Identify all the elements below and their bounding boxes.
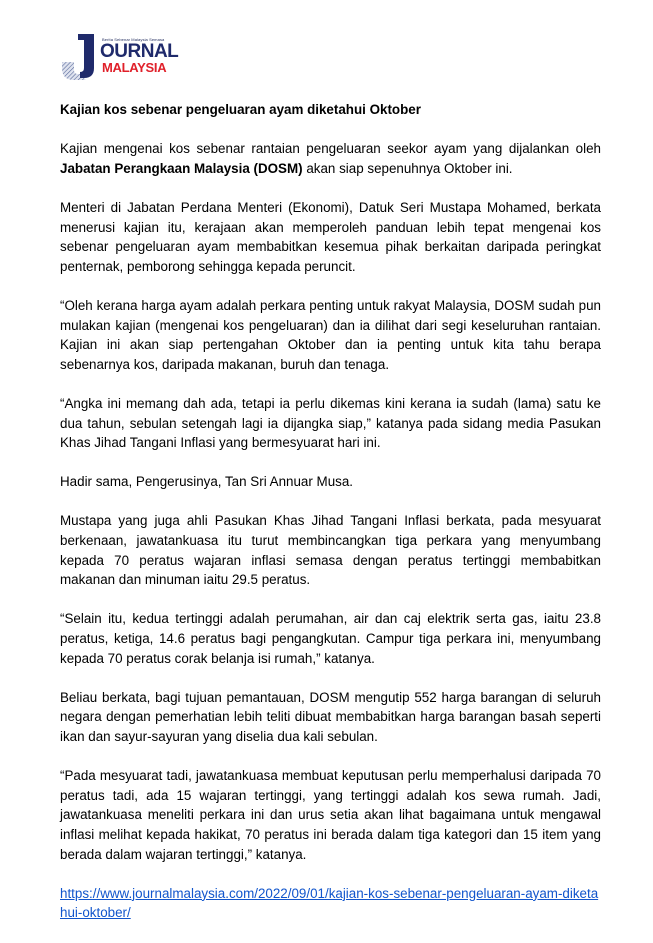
logo-word-journal: OURNAL <box>100 41 179 62</box>
article-paragraph: “Angka ini memang dah ada, tetapi ia perlu dikemas kini kerana ia sudah (lama) satu ke dua tahun, sebulan setengah lagi ia dijangka siap,” katanya pada sidang media Pasukan Khas Jihad Tangani Inflasi yang bermesyuarat hari ini. <box>60 395 601 451</box>
article-paragraph: Mustapa yang juga ahli Pasukan Khas Jihad Tangani Inflasi berkata, pada mesyuarat berkenaan, jawatankuasa itu turut membincangkan tiga perkara yang menyumbang kepada 70 peratus wajaran inflasi semasa dengan peratus tertinggi membabitkan makanan dan minuman iaitu 29.5 peratus. <box>60 513 601 588</box>
lead-text-after: akan siap sepenuhnya Oktober ini. <box>302 160 513 176</box>
article <box>60 100 601 943</box>
article-title: Kajian kos sebenar pengeluaran ayam diketahui Oktober <box>60 102 421 117</box>
lead-text-before: Kajian mengenai kos sebenar rantaian pengeluaran seekor ayam yang dijalankan oleh <box>60 141 601 157</box>
journal-malaysia-logo <box>60 31 180 81</box>
source-link[interactable]: https://www.journalmalaysia.com/2022/09/01/kajian-kos-sebenar-pengeluaran-ayam-diketahui-oktober/ <box>60 885 599 921</box>
article-paragraph: Menteri di Jabatan Perdana Menteri (Ekonomi), Datuk Seri Mustapa Mohamed, berkata menerusi kajian itu, kerajaan akan memperoleh panduan lebih tepat mengenai kos sebenar pengeluaran ayam membabitkan kesemua pihak berkaitan daripada peringkat penternak, pemborong sehingga kepada peruncit. <box>60 199 601 274</box>
lead-text-bold: Jabatan Perangkaan Malaysia (DOSM) <box>60 160 303 176</box>
article-paragraph: “Selain itu, kedua tertinggi adalah perumahan, air dan caj elektrik serta gas, iaitu 23.8 peratus, ketiga, 14.6 peratus bagi pengangkutan. Campur tiga perkara ini, menyumbang kepada 70 peratus corak belanja isi rumah,” katanya. <box>60 611 601 666</box>
article-paragraph: Hadir sama, Pengerusinya, Tan Sri Annuar Musa. <box>60 474 354 490</box>
article-paragraph: “Oleh kerana harga ayam adalah perkara penting untuk rakyat Malaysia, DOSM sudah pun mulakan kajian (mengenai kos pengeluaran) dan ia dilihat dari segi keseluruhan rantaian. Kajian ini akan siap pertengahan Oktober dan ia penting untuk kita tahu berapa sebenarnya kos, daripada makanan, buruh dan tenaga. <box>60 297 601 372</box>
article-paragraph-lead <box>60 139 601 178</box>
article-paragraph: Beliau berkata, bagi tujuan pemantauan, DOSM mengutip 552 harga barangan di seluruh negara dengan pemerhatian lebih teliti dibuat membabitkan harga barangan basah seperti ikan dan sayur-sayuran yang diselia dua kali sebulan. <box>60 689 601 744</box>
article-paragraph: “Pada mesyuarat tadi, jawatankuasa membuat keputusan perlu memperhalusi daripada 70 peratus tadi, ada 15 wajaran tertinggi, yang tertinggi adalah kos sewa rumah. Jadi, jawatankuasa meneliti perkara ini dan urus setia akan lihat bagaimana untuk mengawal inflasi melihat kepada hakikat, 70 peratus ini berada dalam tiga kategori dan 15 item yang berada dalam wajaran tertinggi,” katanya. <box>60 768 601 862</box>
source-link-paragraph <box>60 884 601 923</box>
logo-tagline: Berita Sebenar Malaysia Semasa <box>102 37 165 42</box>
logo-word-malaysia: MALAYSIA <box>102 60 167 75</box>
logo-j-icon <box>60 34 100 80</box>
